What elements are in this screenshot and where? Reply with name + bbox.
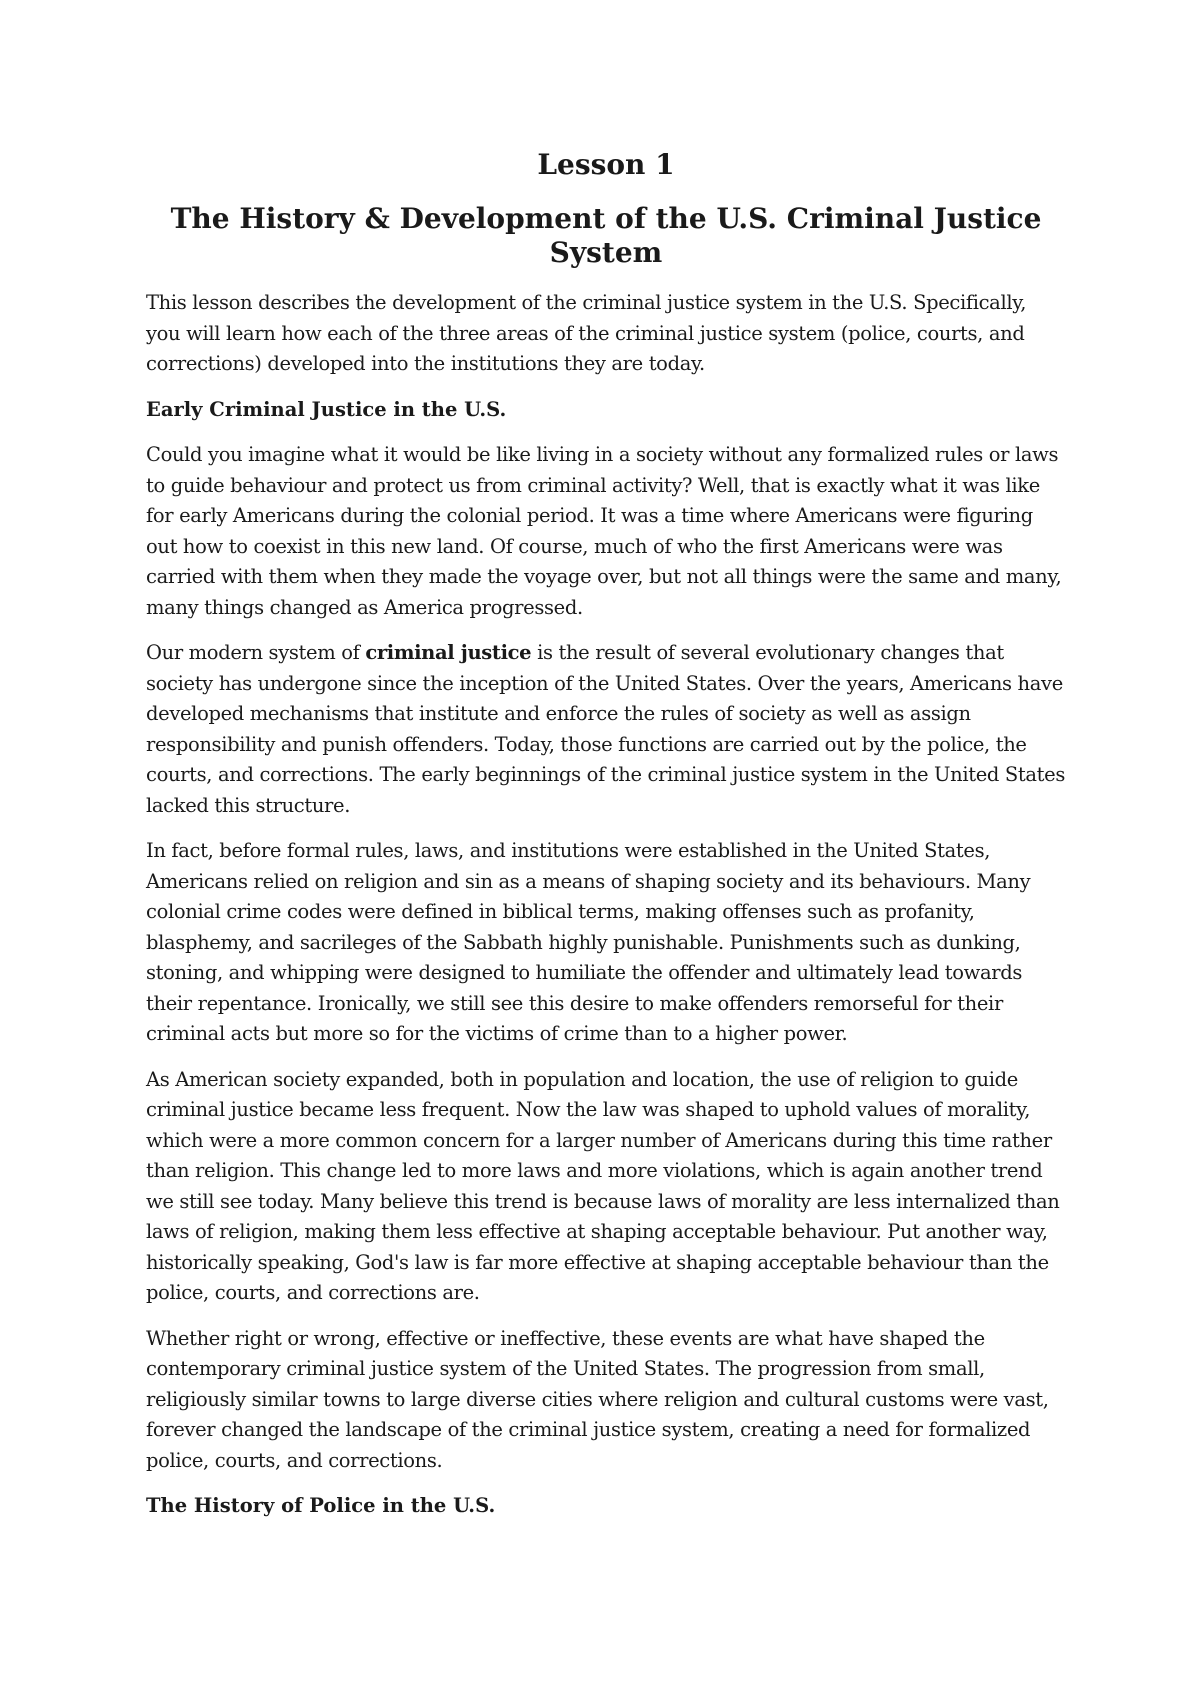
- paragraph-religion-and-sin: In fact, before formal rules, laws, and institutions were established in the United States, Americans relied on religion and sin as a means of shaping society and its behaviours. Many colonial crime codes were defined in biblical terms, making offenses such as profanity, blasphemy, and sacrileges of the Sabbath highly punishable. Punishments such as dunking, stoning, and whipping were designed to humiliate the offender and ultimately lead towards their repentance. Ironically, we still see this desire to make offenders remorseful for their criminal acts but more so for the victims of crime than to a higher power.: [146, 839, 1031, 1045]
- page-title: The History & Development of the U.S. Criminal Justice System: [170, 202, 1042, 269]
- section-heading-history-of-police: The History of Police in the U.S.: [146, 1494, 496, 1517]
- paragraph-text: Our modern system of: [146, 641, 366, 664]
- paragraph-morality: As American society expanded, both in population and location, the use of religion to guide criminal justice became less frequent. Now the law was shaped to uphold values of morality, which were a more common concern for a larger number of Americans during this time rather than religion. This change led to more laws and more violations, which is again another trend we still see today. Many believe this trend is because laws of morality are less internalized than laws of religion, making them less effective at shaping acceptable behaviour. Put another way, historically speaking, God's law is far more effective at shaping acceptable behaviour than the police, courts, and corrections are.: [146, 1067, 1060, 1304]
- lesson-label: Lesson 1: [537, 148, 675, 181]
- bold-term-criminal-justice: criminal justice: [365, 641, 532, 664]
- paragraph-colonial-period: Could you imagine what it would be like living in a society without any formalized rules or laws to guide behaviour and protect us from criminal activity? Well, that is exactly what it was like for early Americans during the colonial period. It was a time where Americans were figuring out how to coexist in this new land. Of course, much of who the first Americans were was carried with them when they made the voyage over, but not all things were the same and many, many things changed as America progressed.: [146, 443, 1062, 619]
- document-body: [146, 148, 1066, 1537]
- paragraph-modern-system: [146, 638, 1066, 821]
- section-heading-early-criminal-justice: Early Criminal Justice in the U.S.: [146, 397, 507, 421]
- intro-paragraph: This lesson describes the development of the criminal justice system in the U.S. Specifically, you will learn how each of the three areas of the criminal justice system (police, courts, and corrections) developed into the institutions they are today.: [146, 291, 1027, 375]
- paragraph-contemporary-system: Whether right or wrong, effective or ineffective, these events are what have shaped the contemporary criminal justice system of the United States. The progression from small, religiously similar towns to large diverse cities where religion and cultural customs were vast, forever changed the landscape of the criminal justice system, creating a need for formalized police, courts, and corrections.: [146, 1326, 1049, 1472]
- paragraph-text: is the result of several evolutionary changes that society has undergone since the inception of the United States. Over the years, Americans have developed mechanisms that institute and enforce the rules of society as well as assign responsibility and punish offenders. Today, those functions are carried out by the police, the courts, and corrections. The early beginnings of the criminal justice system in the United States lacked this structure.: [146, 641, 1065, 817]
